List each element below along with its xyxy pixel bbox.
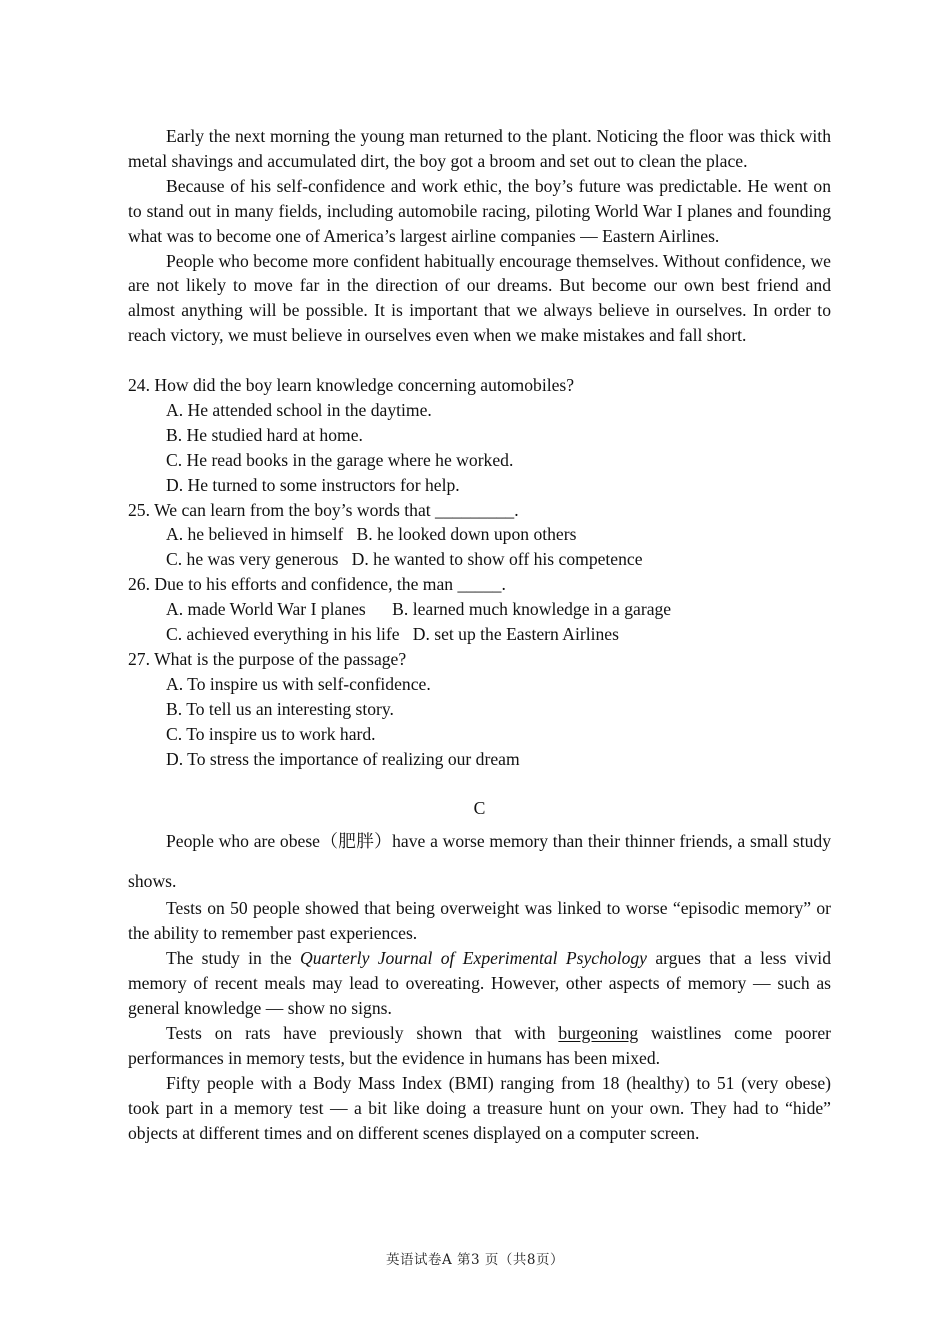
section-heading: C [473,798,486,819]
paragraph [128,1021,831,1071]
underlined-word: burgeoning [558,1022,639,1043]
option-line: C. he was very generous D. he wanted to show off his competence [166,549,643,570]
text: argues that a less vivid memory of recent meals may lead to overeating. However, other aspects of memory — such as general knowledge — show no signs. [128,948,831,1018]
paragraph: People who are obese（肥胖）have a worse memory than their thinner friends, a small study shows. [128,831,831,892]
question-27 [128,647,831,772]
option-line: A. He attended school in the daytime. [166,399,432,420]
question-stem: 24. How did the boy learn knowledge concerning automobiles? [128,375,575,396]
paragraph [128,946,831,1021]
option-line: B. He studied hard at home. [166,424,363,445]
question-stem: 27. What is the purpose of the passage? [128,649,407,670]
text: Tests on rats have previously shown that with [166,1022,559,1043]
text: The study in the [166,948,300,969]
journal-title: Quarterly Journal of Experimental Psychology [299,948,647,969]
option-line: A. he believed in himself B. he looked down upon others [166,524,577,545]
question-24 [128,373,831,498]
paragraph: People who become more confident habitually encourage themselves. Without confidence, we are not likely to move far in the direction of our dreams. But become our own best friend and almost anything will be possible. It is important that we always believe in ourselves. In order to reach victory, we must believe in ourselves even when we make mistakes and fall short. [128,250,831,346]
paragraph: Tests on 50 people showed that being overweight was linked to worse “episodic memory” or the ability to remember past experiences. [128,898,831,944]
question-26 [128,572,831,647]
option-line: A. To inspire us with self-confidence. [166,673,431,694]
option-line: D. To stress the importance of realizing our dream [166,748,520,769]
document-page [128,124,831,1145]
option-line: C. He read books in the garage where he worked. [166,449,514,470]
paragraph: Early the next morning the young man returned to the plant. Noticing the floor was thick with metal shavings and accumulated dirt, the boy got a broom and set out to clean the place. [128,126,831,171]
page-footer: 英语试卷A 第3 页（共8页） [385,1252,564,1268]
paragraph: Because of his self-confidence and work ethic, the boy’s future was predictable. He went on to stand out in many fields, including automobile racing, piloting World War I planes and founding what was to become one of America’s largest airline companies — Eastern Airlines. [128,175,831,246]
option-line: C. To inspire us to work hard. [166,723,376,744]
text: waistlines come poorer performances in memory tests, but the evidence in humans has been mixed. [128,1022,831,1068]
question-25 [128,498,831,573]
question-stem: 25. We can learn from the boy’s words that _________. [128,499,519,520]
option-line: B. To tell us an interesting story. [166,698,394,719]
option-line: A. made World War I planes B. learned much knowledge in a garage [166,599,672,620]
question-stem: 26. Due to his efforts and confidence, the man _____. [128,574,506,595]
option-line: C. achieved everything in his life D. set up the Eastern Airlines [166,624,619,645]
paragraph: Fifty people with a Body Mass Index (BMI) ranging from 18 (healthy) to 51 (very obese) took part in a memory test — a bit like doing a treasure hunt on your own. They had to “hide” objects at different times and on different scenes displayed on a computer screen. [128,1072,831,1143]
option-line: D. He turned to some instructors for help. [166,474,460,495]
